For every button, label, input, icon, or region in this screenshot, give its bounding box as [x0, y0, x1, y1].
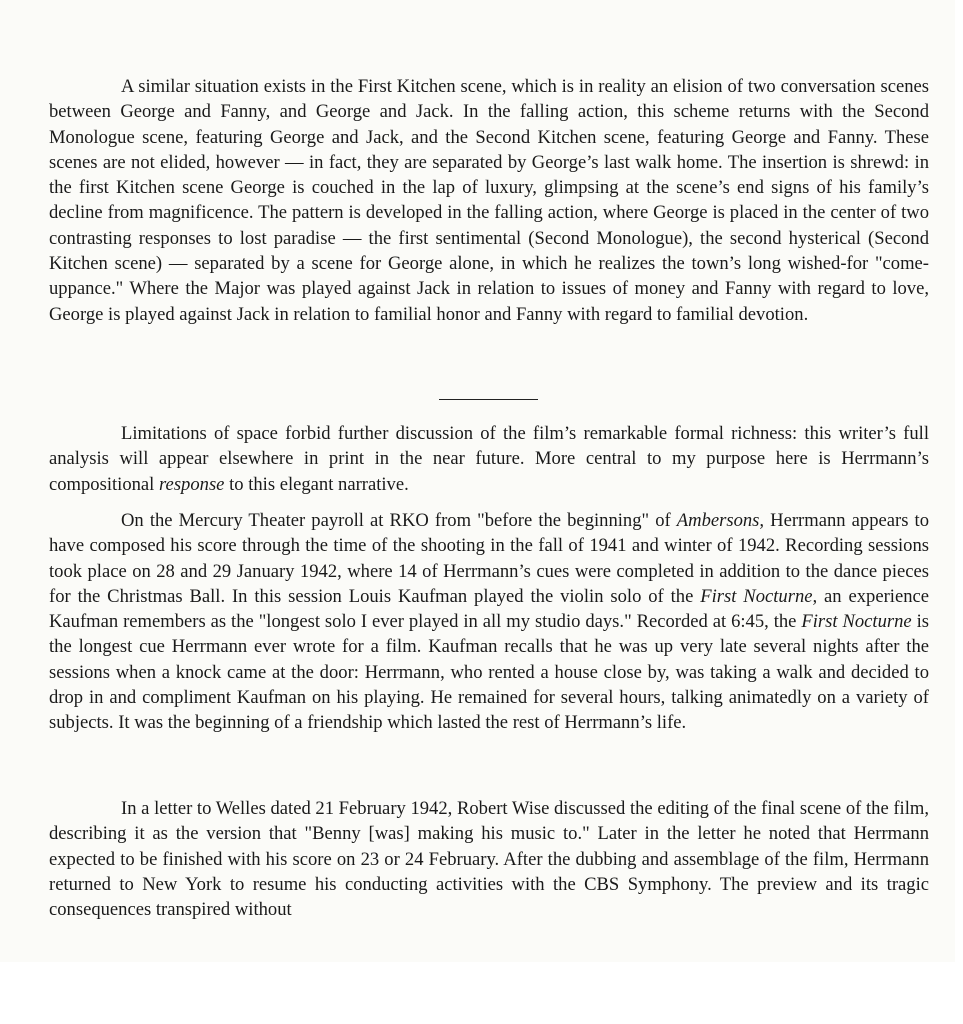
italic-segment: Ambersons, [676, 510, 765, 531]
paragraph-text [49, 796, 929, 922]
paragraph-welles-letter [49, 796, 929, 922]
section-divider [439, 399, 538, 400]
text-segment: an experience Kaufman remembers as the "longest solo I ever played in all my studio days." Recorded at 6:45, the [49, 585, 929, 633]
paragraph-text [49, 508, 929, 736]
paragraph-text [49, 421, 929, 497]
paragraph-limitations [49, 421, 929, 497]
paragraph-first-kitchen [49, 74, 929, 327]
text-segment: On the Mercury Theater payroll at RKO from "before the beginning" of [121, 510, 677, 531]
text-segment: Herrmann appears to have composed his score through the time of the shooting in the fall of 1941 and winter of 1942. Recording sessions took place on 28 and 29 January 1942, where 14 of Herrmann’s cues were completed in addition to the dance pieces for the Christmas Ball. In this session Louis Kaufman played the violin solo of the [49, 510, 929, 607]
text-segment: In a letter to Welles dated 21 February 1942, Robert Wise discussed the editing of the final scene of the film, describing it as the version that "Benny [was] making his music to." Later in the letter he noted that Herrmann expected to be finished with his score on 23 or 24 February. After the dubbing and assemblage of the film, Herrmann returned to New York to resume his conducting activities with the CBS Symphony. The preview and its tragic consequences transpired without [49, 798, 929, 921]
text-segment: is the longest cue Herrmann ever wrote for a film. Kaufman recalls that he was up very late several nights after the sessions when a knock came at the door: Herrmann, who rented a house close by, was taking a walk and decided to drop in and compliment Kaufman on his playing. He remained for several hours, talking animatedly on a variety of subjects. It was the beginning of a friendship which lasted the rest of Herrmann’s life. [49, 611, 929, 734]
italic-segment: First Nocturne [801, 611, 912, 633]
text-segment: Limitations of space forbid further discussion of the film’s remarkable formal richness: this writer’s full analysis will appear elsewhere in print in the near future. More central to my purpose here is Herrmann’s compositional [49, 423, 929, 495]
italic-segment: response [159, 473, 225, 495]
text-segment: A similar situation exists in the First Kitchen scene, which is in reality an elision of two conversation scenes between George and Fanny, and George and Jack. In the falling action, this scheme returns with the Second Monologue scene, featuring George and Jack, and the Second Kitchen scene, featuring George and Fanny. These scenes are not elided, however — in fact, they are separated by George’s last walk home. The insertion is shrewd: in the first Kitchen scene George is couched in the lap of luxury, glimpsing at the scene’s end signs of his family’s decline from magnificence. The pattern is developed in the falling action, where George is placed in the center of two contrasting responses to lost paradise — the first sentimental (Second Monologue), the second hysterical (Second Kitchen scene) — separated by a scene for George alone, in which he realizes the town’s long wished-for "come-uppance." Where the Major was played against Jack in relation to issues of money and Fanny with regard to love, George is played against Jack in relation to familial honor and Fanny with regard to familial devotion. [49, 76, 929, 325]
text-segment: to this elegant narrative. [224, 473, 409, 495]
paragraph-text [49, 74, 929, 327]
italic-segment: First Nocturne, [700, 585, 818, 607]
paragraph-mercury-theater [49, 508, 929, 736]
